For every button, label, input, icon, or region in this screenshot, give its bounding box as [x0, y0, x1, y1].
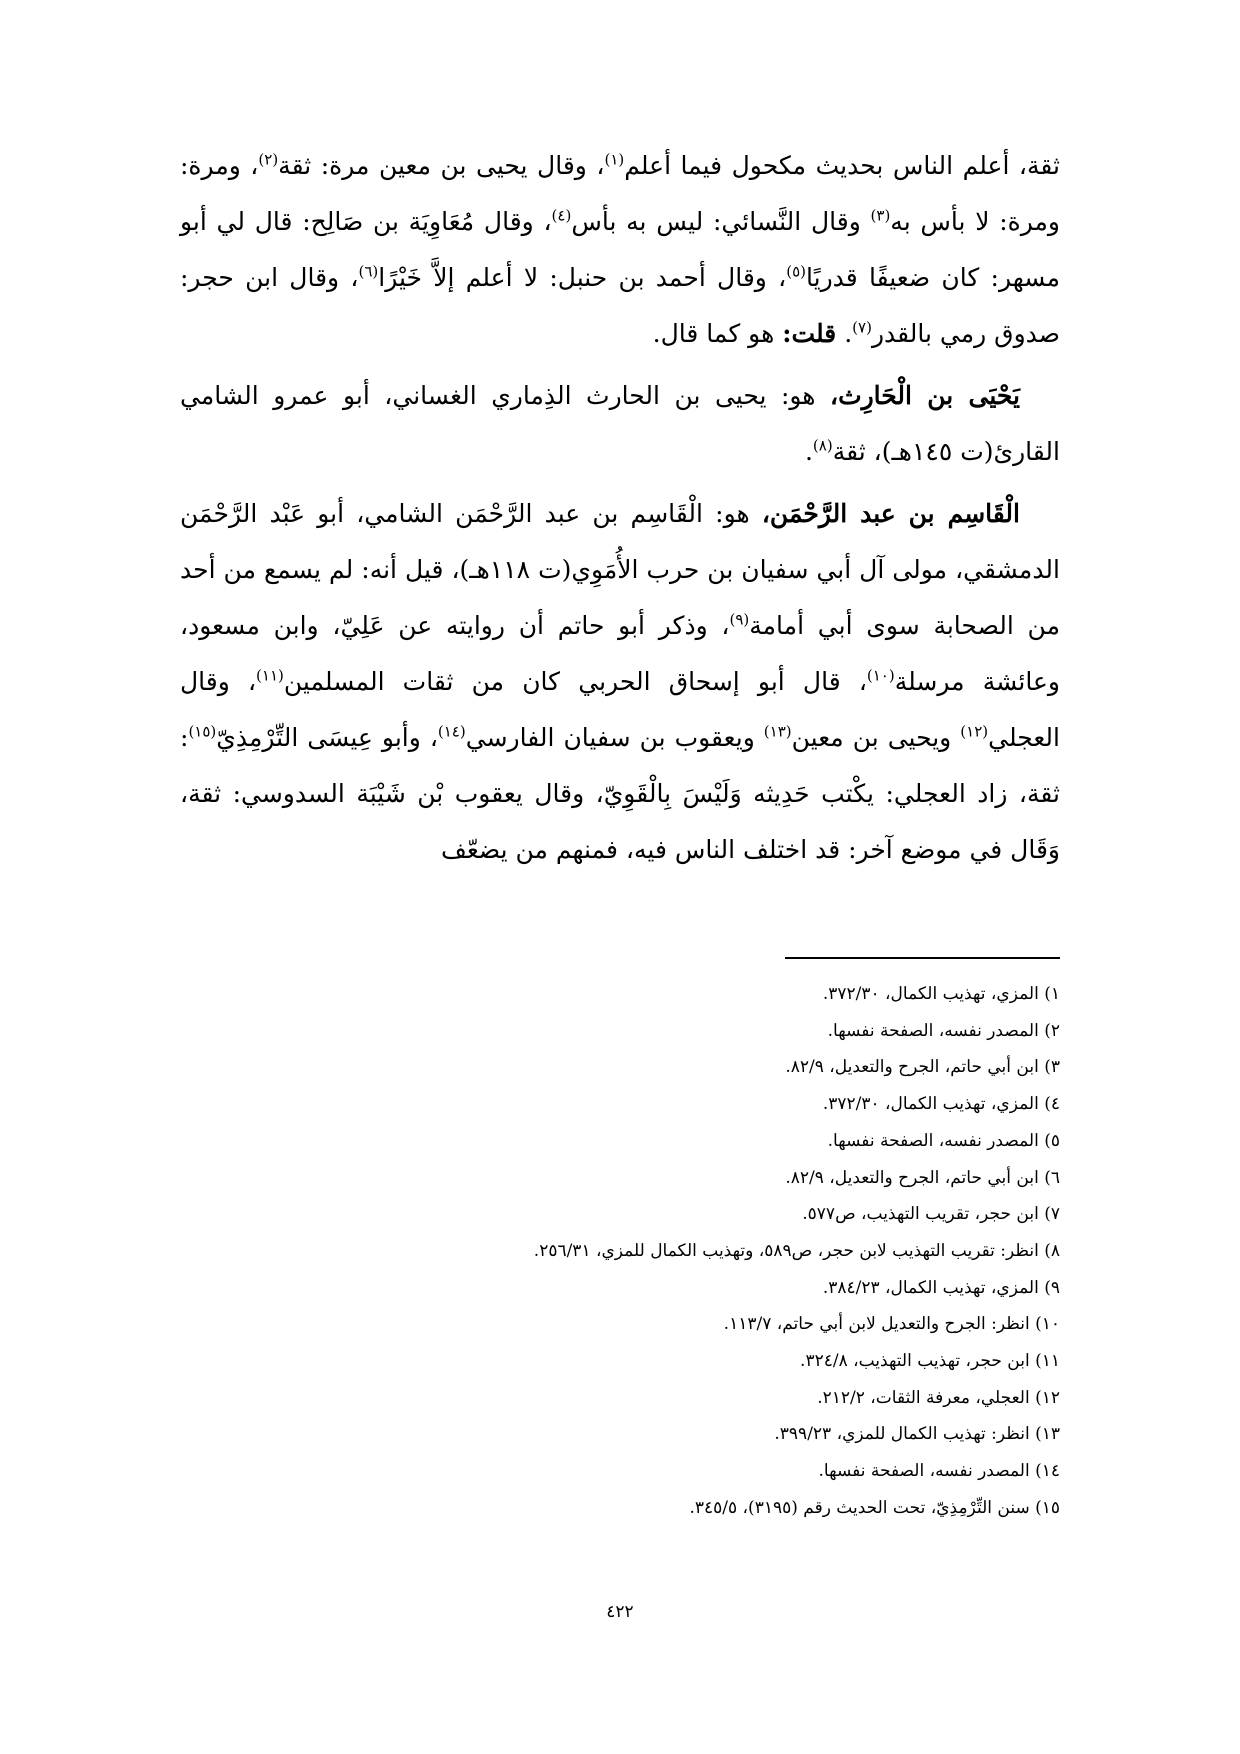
- footnote-ref-10[interactable]: (١٠): [866, 666, 895, 685]
- qult-label: قلت:: [782, 319, 837, 348]
- footnote-item: ٩) المزي، تهذيب الكمال، ٣٨٤/٢٣.: [822, 1277, 1060, 1298]
- narrator-name: الْقَاسِم بن عبد الرَّحْمَن،: [761, 499, 1020, 528]
- footnote-ref-7[interactable]: (٧): [852, 318, 872, 337]
- footnote-item: ٧) ابن حجر، تقريب التهذيب، ص٥٧٧.: [802, 1204, 1060, 1225]
- text-segment: هو: يحيى بن الحارث الذِماري الغساني، أبو عمرو الشامي القارئ(ت ١٤٥هـ)، ثقة: [180, 381, 1060, 466]
- footnote-ref-14[interactable]: (١٤): [437, 722, 466, 741]
- footnote-ref-1[interactable]: (١): [604, 150, 625, 169]
- footnote-ref-11[interactable]: (١١): [256, 666, 284, 685]
- text-segment: ، وقال أحمد بن حنبل: لا أعلم إلاَّ خَيْرًا: [378, 263, 787, 292]
- footnote-ref-5[interactable]: (٥): [786, 262, 806, 281]
- footnote-item: ١٠) انظر: الجرح والتعديل لابن أبي حاتم، ١١٣/٧.: [723, 1314, 1060, 1335]
- text-segment: ثقة، أعلم الناس بحديث مكحول فيما أعلم: [624, 151, 1061, 180]
- text-segment: ، وقال العجلي: [180, 667, 1060, 752]
- footnote-item: ٨) انظر: تقريب التهذيب لابن حجر، ص٥٨٩، وتهذيب الكمال للمزي، ٢٥٦/٣١.: [533, 1240, 1060, 1261]
- text-segment: ، وأبو عِيسَى التِّرْمِذِيّ: [216, 723, 438, 752]
- footnote-ref-6[interactable]: (٦): [358, 262, 379, 281]
- text-segment: وقال النَّسائي: ليس به بأس: [571, 207, 871, 236]
- footnote-ref-8[interactable]: (٨): [812, 436, 833, 455]
- narrator-name: يَحْيَى بن الْحَارِث،: [830, 381, 1020, 410]
- text-segment: .: [804, 437, 813, 466]
- footnote-item: ٦) ابن أبي حاتم، الجرح والتعديل، ٨٢/٩.: [785, 1167, 1060, 1188]
- text-segment: ، وقال مُعَاوِيَة بن صَالِح: قال لي أبو مسهر: كان ضعيفًا قدريًا: [180, 207, 1060, 292]
- footnote-item: ١) المزي، تهذيب الكمال، ٣٧٢/٣٠.: [822, 984, 1060, 1004]
- text-segment: هو: الْقَاسِم بن عبد الرَّحْمَن الشامي، أبو عَبْد الرَّحْمَن الدمشقي، مولى آل أبي سفيان بن حرب الأُمَوِي(ت ١١٨هـ)، قيل أنه: لم يسمع من أحد من الصحابة سوى أبي أمامة: [180, 499, 1060, 640]
- text-segment: : ثقة، زاد العجلي: يكْتب حَدِيثه وَلَيْسَ بِالْقَوِيّ، وقال يعقوب بْن شَيْبَة السدوسي: ثقة، وَقَال في موضع آخر: قد اختلف الناس فيه، فمنهم من يضعّف: [180, 723, 1060, 864]
- text-segment: ، قال أبو إسحاق الحربي كان من ثقات المسلمين: [283, 667, 867, 696]
- footnote-ref-15[interactable]: (١٥): [188, 722, 217, 741]
- text-segment: ، وقال ابن حجر: صدوق رمي بالقدر: [180, 263, 1060, 348]
- text-segment: ، وقال يحيى بن معين مرة: ثقة: [278, 151, 605, 180]
- footnote-ref-3[interactable]: (٣): [870, 206, 891, 225]
- footnotes-list: [180, 976, 1060, 1527]
- text-segment: ، وذكر أبو حاتم أن روايته عن عَلِيّ، وابن مسعود، وعائشة مرسلة: [180, 611, 1060, 696]
- footnote-item: ٢) المصدر نفسه، الصفحة نفسها.: [827, 1020, 1060, 1041]
- footnote-item: ١٤) المصدر نفسه، الصفحة نفسها.: [818, 1461, 1060, 1482]
- text-segment: هو كما قال.: [652, 319, 783, 348]
- footnote-item: ١٣) انظر: تهذيب الكمال للمزي، ٣٩٩/٢٣.: [774, 1424, 1060, 1445]
- footnote-separator: [785, 957, 1060, 959]
- footnote-item: ٣) ابن أبي حاتم، الجرح والتعديل، ٨٢/٩.: [785, 1057, 1060, 1078]
- main-text: [180, 138, 1060, 884]
- footnote-item: ٥) المصدر نفسه، الصفحة نفسها.: [827, 1130, 1060, 1151]
- footnote-item: ١٥) سنن التِّرْمِذِيّ، تحت الحديث رقم (٣١٩٥)، ٣٤٥/٥.: [689, 1497, 1060, 1518]
- footnote-ref-2[interactable]: (٢): [258, 150, 279, 169]
- text-segment: .: [836, 319, 853, 348]
- paragraph-yahya-ibn-al-harith: [180, 368, 1060, 480]
- footnote-item: ٤) المزي، تهذيب الكمال، ٣٧٢/٣٠.: [822, 1094, 1060, 1115]
- paragraph-makhul: [180, 138, 1060, 362]
- footnote-ref-4[interactable]: (٤): [551, 206, 572, 225]
- text-segment: ، ومرة: ومرة: لا بأس به: [180, 151, 1060, 236]
- text-segment: ويحيى بن معين: [791, 723, 961, 752]
- footnote-ref-12[interactable]: (١٢): [960, 722, 989, 741]
- footnote-item: ١١) ابن حجر، تهذيب التهذيب، ٣٢٤/٨.: [800, 1351, 1060, 1372]
- footnote-ref-9[interactable]: (٩): [729, 610, 750, 629]
- footnote-item: ١٢) العجلي، معرفة الثقات، ٢١٢/٢.: [817, 1387, 1060, 1408]
- page-number: ٤٢٢: [606, 1602, 634, 1622]
- text-segment: ويعقوب بن سفيان الفارسي: [465, 723, 764, 752]
- paragraph-al-qasim: [180, 486, 1060, 878]
- footnote-ref-13[interactable]: (١٣): [763, 722, 792, 741]
